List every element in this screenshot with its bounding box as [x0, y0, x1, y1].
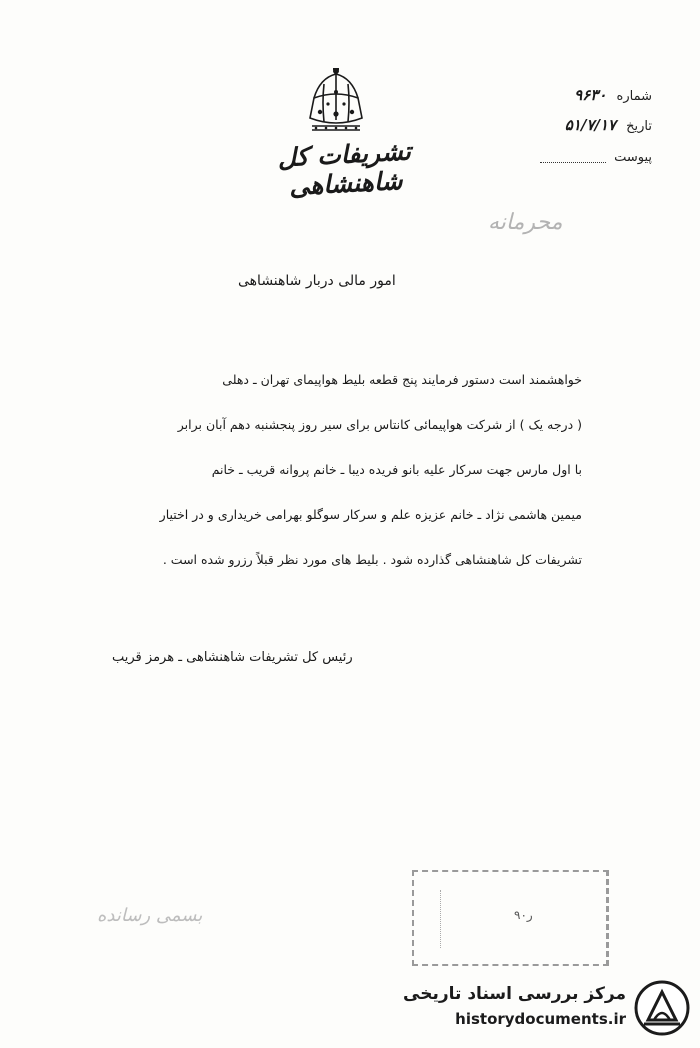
body-line: خواهشمند است دستور فرمایند پنج قطعه بلیط هواپیمای تهران ـ دهلی	[222, 372, 582, 387]
attachment-label: پیوست	[614, 150, 652, 165]
archive-watermark	[400, 978, 690, 1036]
body-line: میمین هاشمی نژاد ـ خانم عزیزه علم و سرکار سوگلو بهرامی خریداری و در اختیار	[159, 507, 582, 522]
faint-handwritten-note: محرمانه	[488, 210, 563, 235]
signature-line: رئیس کل تشریفات شاهنشاهی ـ هرمز قریب	[112, 650, 353, 665]
date-value: ۵۱/۷/۱۷	[564, 116, 616, 134]
archive-url: historydocuments.ir	[455, 1010, 626, 1028]
letter-body	[62, 357, 582, 582]
number-label: شماره	[616, 89, 652, 104]
body-line: ( درجه یک ) از شرکت هواپیمائی کانتاس برای سیر روز پنجشنبه دهم آبان برابر	[177, 417, 582, 432]
recipient-line: امور مالی دربار شاهنشاهی	[238, 273, 396, 289]
body-line: با اول مارس جهت سرکار علیه بانو فریده دیبا ـ خانم پروانه قریب ـ خانم	[211, 462, 582, 477]
registration-stamp	[412, 870, 609, 966]
pahlavi-crown-emblem	[300, 68, 372, 134]
archive-logo-icon	[634, 980, 690, 1036]
stamp-digits: ۹۰ر	[514, 908, 533, 922]
number-value: ۹۶۳۰	[574, 86, 607, 104]
faint-handwritten-annotation: بسمی رسانده	[97, 905, 203, 926]
date-label: تاریخ	[626, 119, 652, 134]
body-line: تشریفات کل شاهنشاهی گذارده شود . بلیط های مورد نظر قبلاً رزرو شده است .	[162, 552, 582, 567]
letterhead-title: تشریفات کل شاهنشاهی	[276, 136, 412, 201]
letter-number-field	[568, 86, 652, 104]
attachment-blank-line	[540, 152, 606, 163]
archive-name: مرکز بررسی اسناد تاریخی	[403, 984, 626, 1004]
letter-date-field	[559, 116, 652, 134]
attachment-field	[540, 150, 652, 165]
